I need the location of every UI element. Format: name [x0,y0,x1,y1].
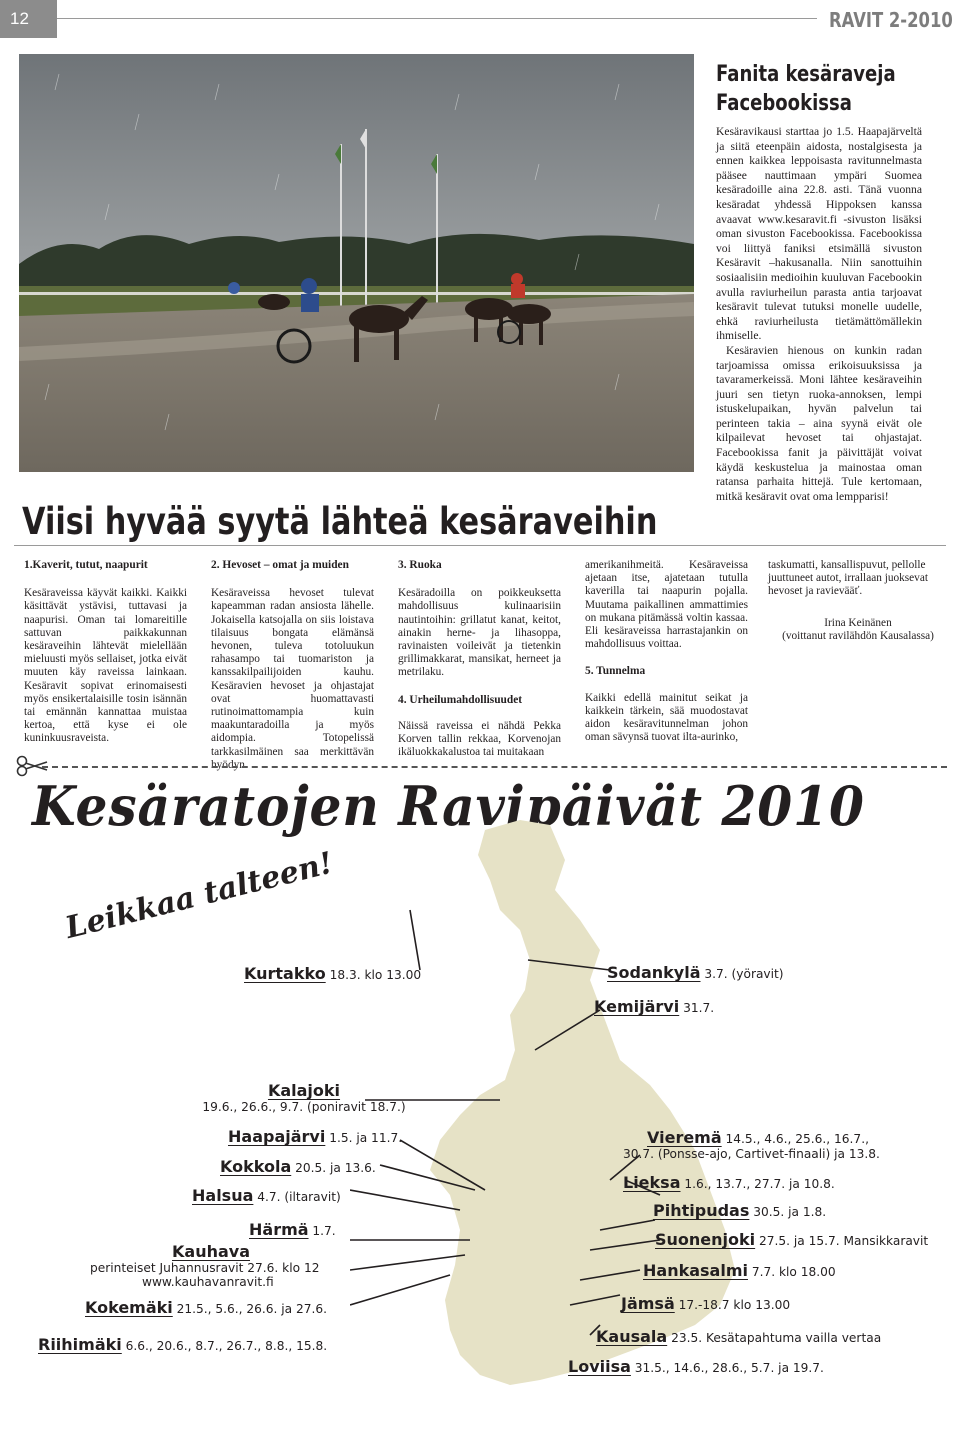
event-riihimaki [38,1335,327,1354]
cut-line [42,766,947,768]
event-name: Lieksa [623,1173,681,1192]
event-name: Riihimäki [38,1335,122,1354]
event-kokkola [220,1157,376,1176]
event-vierema [623,1128,880,1161]
event-kausala [596,1327,881,1346]
section-text: amerikanihmeitä. Kesäraveissa ajetaan itse, ajatetaan tutulla kaverilla tai naapurin pojalla. Muutama paikallinen ammattimies on mukana pitämässä voltin kassaa. Eli kesäraveissa harrastajankin on mahdollisuus voittaa. [585,559,748,651]
event-name: Halsua [192,1186,254,1205]
sidebar-title [716,60,896,118]
event-date: 31.5., 14.6., 28.6., 5.7. ja 19.7. [634,1361,824,1375]
article-column-4 [585,559,748,744]
event-name: Jämsä [621,1294,675,1313]
event-date: 19.6., 26.6., 9.7. (poniravit 18.7.) [202,1100,406,1114]
event-date: 21.5., 5.6., 26.6. ja 27.6. [176,1302,328,1316]
author-name: Irina Keinänen [824,616,892,629]
sidebar-paragraph: Kesäravikausi starttaa jo 1.5. Haapajärveltä ja siitä eteenpäin aidosta, nostalgisesta ja ennen kaikkea leppoisasta ravitunnelmasta pääsee nauttimaan ympäri Suomea kesäradoille aina 22.8. asti. Tänä vuonna kesäradat yhdessä Hippoksen kanssa avaavat www.kesaravit.fi -sivuston lisäksi oman sivuston Facebookissa. Facebookissa voi liittyä faniksi etsimällä sivuston Kesäravit –hakusanalla. Niin sanottuihin sosiaalisiin medioihin kuuluvan Facebookin avulla raviurheilun parasta antia tarjoavat kesäravit tulevat tutuksi monelle uudelle, ehkä raviurheilusta tietämättömällekin ihmiselle. [716,125,922,343]
section-text: Kesäradoilla on poikkeuksetta mahdollisuus kulinaarisiin nautintoihin: grillatut kanat, keitot, ainakin herne- ja lihasoppa, ravinaisten voileivät ja tietenkin grillimakkarat, mansikat, herneet ja metrilaku. [398,587,561,679]
event-harma [249,1220,336,1239]
event-date: 17.-18.7 klo 13.00 [678,1298,791,1312]
race-photo-illustration [19,54,694,472]
event-jamsa [621,1294,790,1313]
section-heading: 3. Ruoka [398,559,442,571]
event-date: 20.5. ja 13.6. [295,1161,376,1175]
event-date: 14.5., 4.6., 25.6., 16.7., [725,1132,869,1146]
event-name: Kokemäki [85,1298,173,1317]
article-column-2 [211,559,374,772]
event-name: Haapajärvi [228,1127,326,1146]
event-name: Kemijärvi [594,997,680,1016]
event-date: 3.7. (yöravit) [704,967,784,981]
event-date: 30.5. ja 1.8. [753,1205,827,1219]
page-number: 12 [10,9,29,28]
event-date: 27.5. ja 15.7. Mansikkaravit [759,1234,929,1248]
event-kurtakko [244,964,421,983]
poster-title: Kesäratojen Ravipäivät 2010 [32,774,865,838]
event-date: 1.6., 13.7., 27.7. ja 10.8. [684,1177,835,1191]
article-column-1 [24,559,187,746]
event-date: 23.5. Kesätapahtuma vailla vertaa [671,1331,882,1345]
event-name: Kalajoki [267,1081,341,1100]
event-name: Sodankylä [607,963,701,982]
sidebar-text [716,125,922,504]
section-text: Kesäraveissa hevoset tulevat kapeamman radan ansiosta lähelle. Jokaisella katsojalla on siis loistava tilaisuus bongata elämänsä hevonen, tuleva totoluukun rahasampo tai tuomariston ja kanssakilpailijoiden kauhu. Kesäravien hevoset ja ohjastajat ovat huomattavasti rutinoimattomampia kuin maakuntaradoilla ja myös aidompia. Totopelissä tarkkasilmäinen saa merkittävän hyödyn. [211,587,374,771]
event-suonenjoki [655,1230,928,1249]
event-hankasalmi [643,1261,836,1280]
section-text: Kesäraveissa käyvät kaikki. Kaikki käsittävät ystävisi, tuttavasi ja naapurisi. Oman tai lomareitille sattuvan paikkakunnan kesäraveihin lähtevät mielellään mieluusti myös sellaiset, jotka eivät muuten käy raveissa lainkaan. Kesäravit sopivat erinomaisesti myös ensikertalaisille tosin isännän tai emännän kannattaa muistaa kertoa, että kyse ei ole kuninkuusraveista. [24,587,187,745]
event-date: 18.3. klo 13.00 [329,968,422,982]
event-loviisa [568,1357,824,1376]
cutout-note: Leikkaa talteen! [62,845,337,946]
event-date: 1.7. [312,1224,336,1238]
section-heading: 2. Hevoset – omat ja muiden [211,559,349,571]
section-heading: 4. Urheilumahdollisuudet [398,693,523,706]
event-kokemaki [85,1298,327,1317]
event-date: 31.7. [683,1001,715,1015]
event-kemijarvi [594,997,714,1016]
sidebar-title-line1: Fanita kesäraveja [716,62,896,87]
event-kauhava [90,1242,360,1289]
issue-title: RAVIT 2-2010 [829,8,953,32]
event-kalajoki [195,1081,413,1114]
event-name: Loviisa [568,1357,631,1376]
event-name: Vieremä [647,1128,722,1147]
author-note: (voittanut ravilähdön Kausalassa) [782,629,934,642]
section-heading: 5. Tunnelma [585,665,646,678]
section-text: taskumatti, kansallispuvut, pellolle juuttuneet autot, irrallaan juoksevat hevoset ja ravievääť. [768,559,928,598]
event-name: Kausala [596,1327,668,1346]
event-date: 4.7. (iltaravit) [257,1190,341,1204]
event-name: Härmä [249,1220,309,1239]
section-heading: 1.Kaverit, tutut, naapurit [24,559,148,571]
section-text: Näissä raveissa ei nähdä Pekka Korven tallin rekkaa, Korvenojan ikäluokkakalustoa tai muitakaan [398,719,561,759]
event-name: Pihtipudas [653,1201,750,1220]
event-name: Hankasalmi [643,1261,748,1280]
event-name: Kauhava [172,1242,250,1261]
race-photo [19,54,694,472]
event-name: Suonenjoki [655,1230,756,1249]
event-date: 6.6., 20.6., 8.7., 26.7., 8.8., 15.8. [125,1339,328,1353]
event-date: 7.7. klo 18.00 [751,1265,836,1279]
sidebar-paragraph: Kesäravien hienous on kunkin radan tarjoamissa omissa erikoisuuksissa ja tavaramerkeissä. Moni lähtee kesäraveihin juuri sen tietyn ruoka-annoksen, lempi istuskelupaikan, hyvän palvelun tai perinteen takia – aina syynä eivät ole kilpailevat hevoset tai ohjastajat. Facebookissa fanit ja päivittäjät voivat käydä keskustelua ja mainostaa oman ratansa parhaita hittejä. Tule kertomaan, mitkä kesäravit ovat oma lempparisi! [716,343,922,503]
headline-rule [14,545,946,546]
event-name: Kurtakko [244,964,326,983]
section-text: Kaikki edellä mainitut seikat ja kaikkein tärkein, sää muodostavat aidon kesäravitunnelman johon oman sävynsä tuovat ilta-aurinko, [585,691,748,744]
event-url: www.kauhavanravit.fi [142,1275,274,1289]
sidebar-title-line2: Facebookissa [716,91,852,116]
event-name: Kokkola [220,1157,292,1176]
event-date: 1.5. ja 11.7. [329,1131,403,1145]
article-column-5 [768,559,948,643]
event-date: perinteiset Juhannusravit 27.6. klo 12 [90,1261,320,1275]
event-pihtipudas [653,1201,826,1220]
event-halsua [192,1186,341,1205]
event-haapajarvi [228,1127,402,1146]
main-headline: Viisi hyvää syytä lähteä kesäraveihin [22,500,658,543]
event-date-2: 30.7. (Ponsse-ajo, Cartivet-finaali) ja 13.8. [623,1147,880,1161]
event-lieksa [623,1173,835,1192]
event-sodankyla [607,963,784,982]
article-column-3 [398,559,561,759]
header-rule [57,18,817,19]
